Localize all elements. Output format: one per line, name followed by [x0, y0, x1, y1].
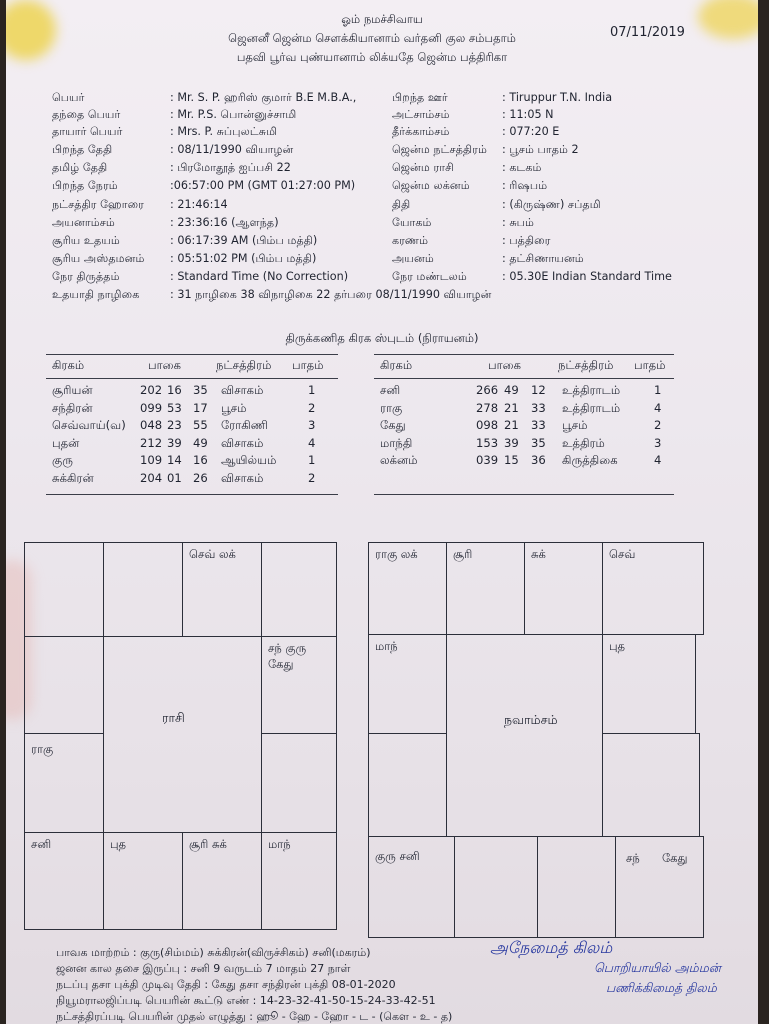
pada: 1: [308, 383, 316, 397]
longitude-minutes: 01: [167, 470, 182, 485]
bhava-change: பாவக மாற்றம் : குரு(சிம்மம்) சுக்கிரன்(விருச்சிகம்) சனி(மகரம்): [56, 946, 371, 959]
longitude-seconds: 33: [531, 400, 546, 415]
planet-name: மாந்தி: [380, 435, 413, 450]
table-header: பாகை: [148, 358, 182, 372]
longitude-seconds: 17: [193, 400, 208, 415]
longitude-seconds: 36: [531, 453, 546, 467]
longitude-degrees: 153: [476, 435, 499, 450]
pada: 2: [308, 470, 316, 485]
navamsa-chart: [368, 542, 704, 938]
longitude-seconds: 16: [193, 453, 208, 467]
detail-label: சூரிய அஸ்தமனம்: [52, 252, 145, 265]
pada: 4: [308, 435, 316, 450]
detail-value: : தட்சிணாயனம்: [502, 252, 584, 265]
planet-name: சந்திரன்: [52, 400, 93, 415]
planet-name: கேது: [380, 418, 406, 432]
house-planets: சூரி: [453, 547, 473, 561]
table-header: பாகை: [488, 358, 522, 372]
planet-name: லக்னம்: [380, 453, 418, 467]
detail-label: திதி: [392, 198, 411, 211]
planet-name: சுக்கிரன்: [52, 470, 94, 485]
rasi-house: [261, 733, 337, 833]
nakshatra: பூசம்: [221, 400, 247, 415]
house-planets: மாந்: [268, 837, 291, 851]
pada: 1: [308, 453, 316, 467]
name-letters: நட்சத்திரப்படி பெயரின் முதல் எழுத்து : ஹூ - ஹே - ஹோ - ட - (கௌ - உ - த): [56, 1010, 453, 1023]
detail-label: கரணம்: [392, 234, 429, 247]
detail-label: தாயார் பெயர்: [52, 125, 123, 138]
rasi-house: [261, 832, 337, 930]
nakshatra: விசாகம்: [221, 435, 264, 450]
rasi-house: [182, 832, 262, 930]
verse-line-2: பதவி பூர்வ புண்யானாம் லிக்யதே ஜென்ம பத்திரிகா: [236, 50, 508, 64]
longitude-degrees: 048: [140, 418, 163, 432]
navamsa-house: [454, 836, 538, 938]
detail-label: நேர திருத்தம்: [52, 270, 120, 283]
detail-label: பிறந்த நேரம்: [52, 179, 118, 192]
planet-name: செவ்வாய்(வ): [52, 418, 126, 432]
detail-label: அயனம்: [392, 252, 434, 265]
navamsa-house: [602, 733, 700, 837]
house-planets: சந்: [626, 851, 640, 865]
navamsa-house: [446, 542, 525, 635]
navamsa-house: [368, 542, 447, 635]
detail-label: தமிழ் தேதி: [52, 161, 108, 174]
detail-label: தந்தை பெயர்: [52, 108, 121, 121]
detail-value: : 077:20 E: [502, 125, 560, 138]
house-planets: சனி: [31, 837, 52, 851]
detail-value: : பத்திரை: [502, 234, 551, 247]
navamsa-house: [602, 542, 704, 635]
longitude-degrees: 098: [476, 418, 499, 432]
house-planets: மாந்: [375, 639, 398, 653]
detail-label: நட்சத்திர ஹோரை: [52, 198, 144, 211]
detail-value: : பூசம் பாதம் 2: [502, 143, 579, 156]
pada: 3: [308, 418, 316, 432]
table-header: கிரகம்: [52, 358, 85, 372]
detail-value: : (கிருஷ்ண) சப்தமி: [502, 198, 601, 211]
planet-name: சனி: [380, 383, 401, 397]
detail-value: : 06:17:39 AM (பிம்ப மத்தி): [170, 234, 318, 247]
house-planets: செவ்: [609, 547, 636, 561]
detail-value: : 11:05 N: [502, 108, 554, 121]
detail-label: அட்சாம்சம்: [392, 108, 450, 121]
detail-value: : Tiruppur T.N. India: [502, 91, 613, 104]
detail-value: : ரிஷபம்: [502, 179, 548, 192]
longitude-seconds: 26: [193, 470, 208, 485]
table-header: பாதம்: [634, 358, 666, 372]
house-planets: கேது: [662, 851, 688, 865]
nakshatra: உத்திராடம்: [562, 400, 621, 415]
nakshatra: கிருத்திகை: [562, 453, 618, 467]
longitude-minutes: 23: [167, 418, 182, 432]
nakshatra: விசாகம்: [221, 383, 264, 397]
rasi-house: [24, 542, 104, 637]
longitude-seconds: 33: [531, 418, 546, 432]
detail-label: பிறந்த தேதி: [52, 143, 113, 156]
detail-label: பெயர்: [52, 91, 85, 104]
house-planets: செவ் லக்: [189, 547, 236, 561]
rasi-house: [103, 542, 183, 637]
detail-label: பிறந்த ஊர்: [392, 91, 448, 104]
longitude-minutes: 39: [504, 435, 519, 450]
longitude-degrees: 109: [140, 453, 163, 467]
detail-value: : சுபம்: [502, 216, 534, 229]
planet-name: ராகு: [380, 400, 403, 415]
detail-label: நேர மண்டலம்: [392, 270, 467, 283]
detail-value: : 05.30E Indian Standard Time: [502, 270, 672, 283]
longitude-minutes: 15: [504, 453, 519, 467]
pada: 2: [654, 418, 662, 432]
house-planets: ராகு: [31, 742, 54, 756]
detail-value: : Mr. P.S. பொன்னுச்சாமி: [170, 108, 297, 121]
longitude-seconds: 35: [531, 435, 546, 450]
handwritten-note: அநேமைத் கிலம்: [490, 938, 613, 957]
pada: 4: [654, 400, 662, 415]
rasi-house: [261, 542, 337, 637]
longitude-minutes: 53: [167, 400, 182, 415]
house-planets: குரு சனி: [375, 849, 420, 863]
longitude-degrees: 278: [476, 400, 499, 415]
detail-value: : கடகம்: [502, 161, 542, 174]
detail-value: :06:57:00 PM (GMT 01:27:00 PM): [170, 179, 356, 192]
rasi-title: ராசி: [162, 710, 185, 725]
planet-name: குரு: [52, 453, 73, 467]
detail-value: : 23:36:16 (ஆளந்த): [170, 216, 279, 229]
navamsa-house: [368, 836, 455, 938]
longitude-degrees: 204: [140, 470, 163, 485]
planet-name: சூரியன்: [52, 383, 93, 397]
longitude-minutes: 39: [167, 435, 182, 450]
longitude-minutes: 21: [504, 400, 519, 415]
detail-label: சூரிய உதயம்: [52, 234, 120, 247]
detail-label: ஜென்ம லக்னம்: [392, 179, 470, 192]
detail-label: ஜென்ம நட்சத்திரம்: [392, 143, 487, 156]
longitude-degrees: 039: [476, 453, 499, 467]
verse-line-1: ஜெனனீ ஜென்ம சௌக்கியானாம் வர்தனி குல சம்பதாம்: [228, 31, 516, 45]
detail-value: : பிரமோதூத் ஐப்பசி 22: [170, 161, 291, 174]
longitude-minutes: 16: [167, 383, 182, 397]
horoscope-sheet: [6, 0, 758, 1024]
detail-value: : 08/11/1990 வியாழன்: [170, 143, 294, 156]
house-planets: புத: [609, 639, 626, 653]
handwritten-note: பொறியாயில் அம்மன்: [594, 960, 721, 975]
invocation: ஓம் நமச்சிவாய: [341, 12, 423, 26]
rasi-house: [261, 636, 337, 734]
detail-label: ஜென்ம ராசி: [392, 161, 454, 174]
navamsa-house: [368, 733, 447, 837]
longitude-seconds: 35: [193, 383, 208, 397]
longitude-minutes: 49: [504, 383, 519, 397]
detail-label: தீர்க்காம்சம்: [392, 125, 450, 138]
detail-label: உதயாதி நாழிகை: [52, 288, 140, 301]
detail-label: அயனாம்சம்: [52, 216, 115, 229]
longitude-minutes: 21: [504, 418, 519, 432]
house-planets: சுக்: [531, 547, 546, 561]
navamsa-house: [602, 634, 696, 734]
navamsa-house: [368, 634, 447, 734]
nakshatra: உத்திராடம்: [562, 383, 621, 397]
rasi-house: [182, 542, 262, 637]
detail-value: : 05:51:02 PM (பிம்ப மத்தி): [170, 252, 317, 265]
pada: 3: [654, 435, 662, 450]
house-planets: கேது: [268, 657, 294, 671]
navamsa-title: நவாம்சம்: [504, 712, 558, 727]
longitude-degrees: 212: [140, 435, 163, 450]
navamsa-house: [537, 836, 616, 938]
table-header: நட்சத்திரம்: [216, 358, 272, 372]
table-header: நட்சத்திரம்: [558, 358, 614, 372]
detail-value: : Standard Time (No Correction): [170, 270, 349, 283]
longitude-degrees: 099: [140, 400, 163, 415]
navamsa-house: [524, 542, 603, 635]
detail-value: : 21:46:14: [170, 198, 228, 211]
rasi-house: [24, 832, 104, 930]
nakshatra: பூசம்: [562, 418, 588, 432]
longitude-seconds: 49: [193, 435, 208, 450]
dasa-balance: ஜனன கால தசை இருப்பு : சனி 9 வருடம் 7 மாதம் 27 நாள்: [56, 962, 351, 975]
nakshatra: ரோகிணி: [221, 418, 269, 432]
house-planets: ராகு லக்: [375, 547, 418, 561]
planet-table-title: திருக்கணித கிரக ஸ்புடம் (நிராயனம்): [285, 331, 479, 345]
print-date: 07/11/2019: [610, 25, 685, 40]
pada: 2: [308, 400, 316, 415]
planet-name: புதன்: [52, 435, 80, 450]
detail-label: யோகம்: [392, 216, 432, 229]
pada: 4: [654, 453, 662, 467]
table-header: பாதம்: [292, 358, 324, 372]
longitude-seconds: 55: [193, 418, 208, 432]
house-planets: சூரி சுக்: [189, 837, 227, 851]
table-header: கிரகம்: [380, 358, 413, 372]
longitude-minutes: 14: [167, 453, 182, 467]
rasi-house: [103, 832, 183, 930]
rasi-chart: [24, 542, 336, 930]
house-planets: புத: [110, 837, 127, 851]
pada: 1: [654, 383, 662, 397]
longitude-degrees: 202: [140, 383, 163, 397]
rasi-house: [24, 636, 104, 734]
numerology: நியூமராலஜிப்படி பெயரின் கூட்டு எண் : 14-23-32-41-50-15-24-33-42-51: [56, 994, 436, 1007]
rasi-house: [24, 733, 104, 833]
navamsa-house: [615, 836, 704, 938]
detail-value: : Mr. S. P. ஹரிஸ் குமார் B.E M.B.A.,: [170, 91, 357, 104]
handwritten-note: பணிக்கிமைத் திலம்: [606, 980, 717, 995]
longitude-seconds: 12: [531, 383, 546, 397]
detail-value: : 31 நாழிகை 38 விநாழிகை 22 தர்பரை 08/11/1990 வியாழன்: [170, 288, 492, 301]
current-dasa: நடப்பு தசா புக்தி முடிவு தேதி : கேது தசா சந்திரன் புக்தி 08-01-2020: [56, 978, 396, 991]
nakshatra: ஆயில்யம்: [221, 453, 277, 467]
nakshatra: உத்திரம்: [562, 435, 605, 450]
detail-value: : Mrs. P. சுப்புலட்சுமி: [170, 125, 278, 138]
house-planets: சந் குரு: [268, 641, 307, 655]
longitude-degrees: 266: [476, 383, 499, 397]
nakshatra: விசாகம்: [221, 470, 264, 485]
